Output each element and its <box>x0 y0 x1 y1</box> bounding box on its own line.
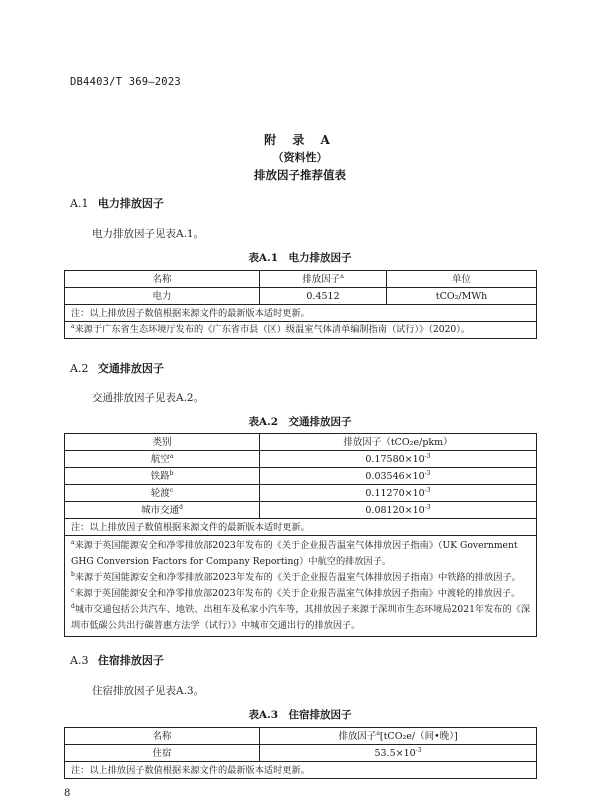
section-heading-a1 <box>70 195 164 211</box>
footnote-mark: a <box>376 729 380 737</box>
footnote-mark: a <box>169 452 174 460</box>
table-header-row <box>65 728 537 745</box>
footnote-mark: b <box>169 469 174 477</box>
appendix-nature: （资料性） <box>272 151 328 164</box>
section-title: 住宿排放因子 <box>97 654 164 667</box>
value-text: 0.03546×10 <box>365 470 425 482</box>
table-caption-a3: 表A.3 住宿排放因子 <box>248 709 352 721</box>
table-header-row <box>65 271 537 288</box>
value-text: 0.08120×10 <box>365 504 425 516</box>
table-note-row <box>65 762 537 779</box>
table-note: 注：以上排放因子数值根据来源文件的最新版本适时更新。 <box>65 762 537 779</box>
cell-name: 住宿 <box>65 745 260 762</box>
table-caption-a2: 表A.2 交通排放因子 <box>248 416 352 428</box>
cell-name <box>65 468 260 485</box>
value-text: 53.5×10 <box>374 747 416 759</box>
section-heading-a2 <box>70 360 164 376</box>
footnote-mark: a <box>340 272 344 280</box>
table-row <box>65 502 537 519</box>
section-title: 交通排放因子 <box>97 362 164 375</box>
table-note: 注：以上排放因子数值根据来源文件的最新版本适时更新。 <box>65 305 537 322</box>
footnote <box>71 570 532 586</box>
section-intro-a1: 电力排放因子见表A.1。 <box>92 228 205 240</box>
cell-name <box>65 451 260 468</box>
document-id: DB4403/T 369—2023 <box>70 76 181 88</box>
footnote <box>71 538 532 570</box>
footnote-text: 来源于广东省生态环境厅发布的《广东省市县（区）级温室气体清单编制指南（试行）》（2020）。 <box>74 324 471 335</box>
table-a1 <box>64 270 537 339</box>
header-cell <box>260 271 387 288</box>
footnote <box>71 602 532 634</box>
page-number: 8 <box>64 788 71 799</box>
exponent: -3 <box>424 503 431 511</box>
exponent: -3 <box>424 486 431 494</box>
exponent: -3 <box>424 469 431 477</box>
table-note: 注：以上排放因子数值根据来源文件的最新版本适时更新。 <box>65 519 537 536</box>
footnote-text: 来源于英国能源安全和净零排放部2023年发布的《关于企业报告温室气体排放因子指南》（UK Government GHG Conversion Factors for Company Reporting）中航空的排放因子。 <box>71 540 518 567</box>
header-text: 排放因子 <box>302 273 341 285</box>
value-text: 0.17580×10 <box>365 453 425 465</box>
cell-value <box>260 745 537 762</box>
appendix-subtitle: 排放因子推荐值表 <box>254 168 346 182</box>
row-label: 轮渡 <box>150 487 170 499</box>
table-caption-a1: 表A.1 电力排放因子 <box>248 252 352 264</box>
header-cell: 名称 <box>65 271 260 288</box>
table-row <box>65 468 537 485</box>
row-label: 航空 <box>150 453 170 465</box>
footnote-text: 来源于英国能源安全和净零排放部2023年发布的《关于企业报告温室气体排放因子指南》中渡轮的排放因子。 <box>74 588 521 599</box>
row-label: 铁路 <box>150 470 170 482</box>
table-ref-row <box>65 536 537 637</box>
table-row <box>65 451 537 468</box>
cell-value <box>260 502 537 519</box>
table-footnote <box>65 322 537 339</box>
cell-value: 0.4512 <box>260 288 387 305</box>
cell-name <box>65 502 260 519</box>
table-footnotes <box>65 536 537 637</box>
section-intro-a3: 住宿排放因子见表A.3。 <box>92 685 205 697</box>
exponent: -3 <box>415 746 422 754</box>
exponent: -3 <box>424 452 431 460</box>
section-number: A.1 <box>70 197 89 210</box>
row-label: 城市交通 <box>141 504 180 516</box>
table-note-row <box>65 519 537 536</box>
footnote-mark: d <box>71 602 75 610</box>
value-text: 0.11270×10 <box>365 487 425 499</box>
footnote-mark: a <box>71 322 75 330</box>
footnote <box>71 586 532 602</box>
header-cell: 排放因子（tCO₂e/pkm） <box>260 434 537 451</box>
section-title: 电力排放因子 <box>97 197 164 210</box>
footnote-mark: a <box>71 538 75 546</box>
section-number: A.2 <box>70 362 89 375</box>
table-row <box>65 485 537 502</box>
section-heading-a3 <box>70 652 164 668</box>
footnote-mark: b <box>71 570 75 578</box>
appendix-title: 附 录 A <box>264 133 336 147</box>
footnote-mark: c <box>169 486 174 494</box>
table-note-row <box>65 305 537 322</box>
header-cell: 类别 <box>65 434 260 451</box>
header-cell <box>260 728 537 745</box>
table-header-row <box>65 434 537 451</box>
footnote-text: 来源于英国能源安全和净零排放部2023年发布的《关于企业报告温室气体排放因子指南》中铁路的排放因子。 <box>74 572 521 583</box>
section-intro-a2: 交通排放因子见表A.2。 <box>92 392 205 404</box>
header-unit: [tCO₂e/（间•晚）] <box>379 730 458 742</box>
table-a2 <box>64 433 537 637</box>
table-a3 <box>64 727 537 779</box>
header-text: 排放因子 <box>338 730 377 742</box>
cell-value <box>260 485 537 502</box>
cell-value <box>260 451 537 468</box>
cell-name <box>65 485 260 502</box>
section-number: A.3 <box>70 654 89 667</box>
cell-unit: tCO₂/MWh <box>387 288 537 305</box>
table-row <box>65 745 537 762</box>
header-cell: 单位 <box>387 271 537 288</box>
footnote-mark: d <box>179 503 183 511</box>
footnote-text: 城市交通包括公共汽车、地铁、出租车及私家小汽车等，其排放因子来源于深圳市生态环境局2021年发布的《深圳市低碳公共出行碳普惠方法学（试行）》中城市交通出行的排放因子。 <box>71 604 531 631</box>
table-ref-row <box>65 322 537 339</box>
cell-value <box>260 468 537 485</box>
cell-name: 电力 <box>65 288 260 305</box>
header-cell: 名称 <box>65 728 260 745</box>
footnote-mark: c <box>71 586 75 594</box>
table-row <box>65 288 537 305</box>
